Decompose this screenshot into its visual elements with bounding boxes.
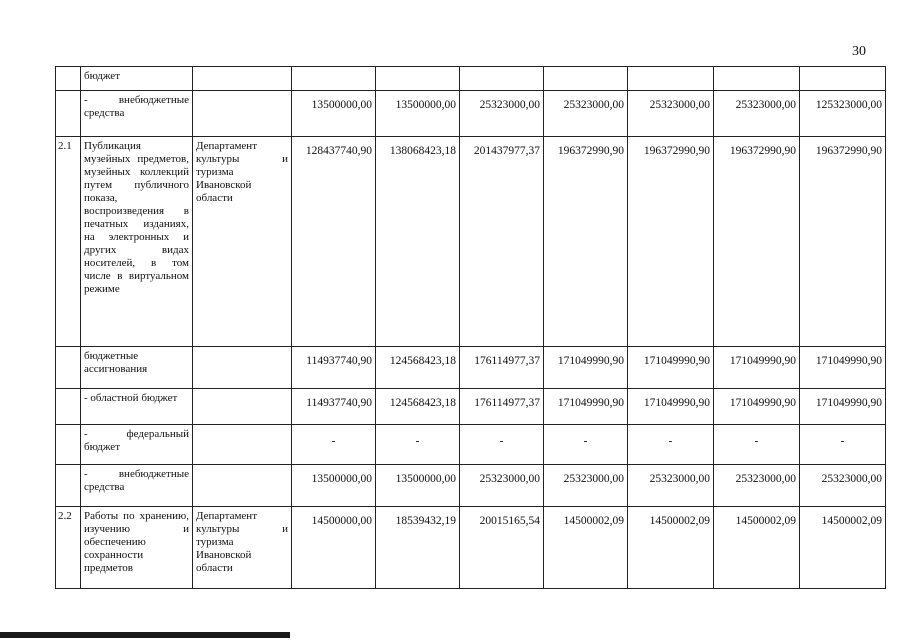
row-description-cell: Публикация музейных предметов, музейных коллекций путем публичного показа, воспроизведения в печатных изданиях, на электронных и других видах носителей, в том числе в виртуальном режиме (81, 137, 193, 347)
table-row (56, 67, 886, 91)
row-index-cell (56, 67, 81, 91)
row-value-cell: - (714, 425, 800, 465)
row-value-cell: 196372990,90 (628, 137, 714, 347)
row-index-cell: 2.2 (56, 507, 81, 589)
row-index-cell: 2.1 (56, 137, 81, 347)
row-value-cell: 25323000,00 (628, 91, 714, 137)
row-value-cell: 171049990,90 (714, 347, 800, 389)
row-value-cell: - (376, 425, 460, 465)
row-value-cell (292, 67, 376, 91)
row-description-cell: - внебюджетные средства (81, 465, 193, 507)
row-value-cell: 14500002,09 (544, 507, 628, 589)
row-description-cell: - внебюджетные средства (81, 91, 193, 137)
row-executor-cell: Департамент культуры и туризма Ивановской области (193, 137, 292, 347)
row-value-cell: 138068423,18 (376, 137, 460, 347)
page-number: 30 (852, 44, 866, 59)
row-index-cell (56, 347, 81, 389)
row-executor-cell (193, 465, 292, 507)
row-index-cell (56, 425, 81, 465)
table-row (56, 347, 886, 389)
row-value-cell: 125323000,00 (800, 91, 886, 137)
row-value-cell: - (292, 425, 376, 465)
row-index-cell (56, 465, 81, 507)
row-value-cell (376, 67, 460, 91)
row-value-cell: 171049990,90 (544, 347, 628, 389)
row-value-cell: 25323000,00 (800, 465, 886, 507)
table-row (56, 91, 886, 137)
row-description-cell: Работы по хранению, изучению и обеспечению сохранности предметов (81, 507, 193, 589)
row-value-cell: 13500000,00 (376, 465, 460, 507)
row-index-cell (56, 389, 81, 425)
scan-edge-mark (0, 632, 290, 638)
row-value-cell: 196372990,90 (544, 137, 628, 347)
row-value-cell: 14500002,09 (800, 507, 886, 589)
budget-table (55, 66, 886, 589)
row-value-cell: 124568423,18 (376, 347, 460, 389)
row-value-cell: 14500002,09 (628, 507, 714, 589)
row-value-cell: 171049990,90 (628, 347, 714, 389)
row-value-cell: 20015165,54 (460, 507, 544, 589)
row-value-cell (460, 67, 544, 91)
table-row (56, 507, 886, 589)
row-value-cell: 13500000,00 (292, 465, 376, 507)
row-value-cell: 25323000,00 (460, 91, 544, 137)
table-row (56, 389, 886, 425)
row-value-cell (714, 67, 800, 91)
row-value-cell: 13500000,00 (292, 91, 376, 137)
row-executor-cell (193, 425, 292, 465)
row-value-cell: 25323000,00 (628, 465, 714, 507)
row-value-cell: 25323000,00 (460, 465, 544, 507)
row-value-cell: 25323000,00 (714, 465, 800, 507)
row-value-cell: 14500002,09 (714, 507, 800, 589)
row-value-cell: 13500000,00 (376, 91, 460, 137)
row-index-cell (56, 91, 81, 137)
table-row (56, 137, 886, 347)
row-value-cell: 128437740,90 (292, 137, 376, 347)
row-value-cell: 171049990,90 (714, 389, 800, 425)
row-description-cell: бюджетные ассигнования (81, 347, 193, 389)
row-executor-cell (193, 347, 292, 389)
row-value-cell: 171049990,90 (628, 389, 714, 425)
row-description-cell: бюджет (81, 67, 193, 91)
row-value-cell: 176114977,37 (460, 347, 544, 389)
row-value-cell: 124568423,18 (376, 389, 460, 425)
row-description-cell: - федеральный бюджет (81, 425, 193, 465)
row-executor-cell (193, 389, 292, 425)
row-value-cell: - (460, 425, 544, 465)
row-value-cell: 14500000,00 (292, 507, 376, 589)
row-value-cell: 196372990,90 (714, 137, 800, 347)
row-value-cell (800, 67, 886, 91)
row-value-cell: 196372990,90 (800, 137, 886, 347)
row-executor-cell (193, 91, 292, 137)
row-value-cell: 201437977,37 (460, 137, 544, 347)
row-executor-cell (193, 67, 292, 91)
row-value-cell: 114937740,90 (292, 347, 376, 389)
row-value-cell: 25323000,00 (714, 91, 800, 137)
row-value-cell: 176114977,37 (460, 389, 544, 425)
row-value-cell: - (628, 425, 714, 465)
table-row (56, 465, 886, 507)
row-value-cell: 25323000,00 (544, 465, 628, 507)
row-value-cell: 25323000,00 (544, 91, 628, 137)
row-executor-cell: Департамент культуры и туризма Ивановской области (193, 507, 292, 589)
table-row (56, 425, 886, 465)
row-value-cell: 18539432,19 (376, 507, 460, 589)
row-value-cell: 171049990,90 (544, 389, 628, 425)
row-value-cell: - (800, 425, 886, 465)
row-value-cell: - (544, 425, 628, 465)
row-value-cell (628, 67, 714, 91)
row-value-cell (544, 67, 628, 91)
row-value-cell: 171049990,90 (800, 347, 886, 389)
row-description-cell: - областной бюджет (81, 389, 193, 425)
row-value-cell: 114937740,90 (292, 389, 376, 425)
row-value-cell: 171049990,90 (800, 389, 886, 425)
